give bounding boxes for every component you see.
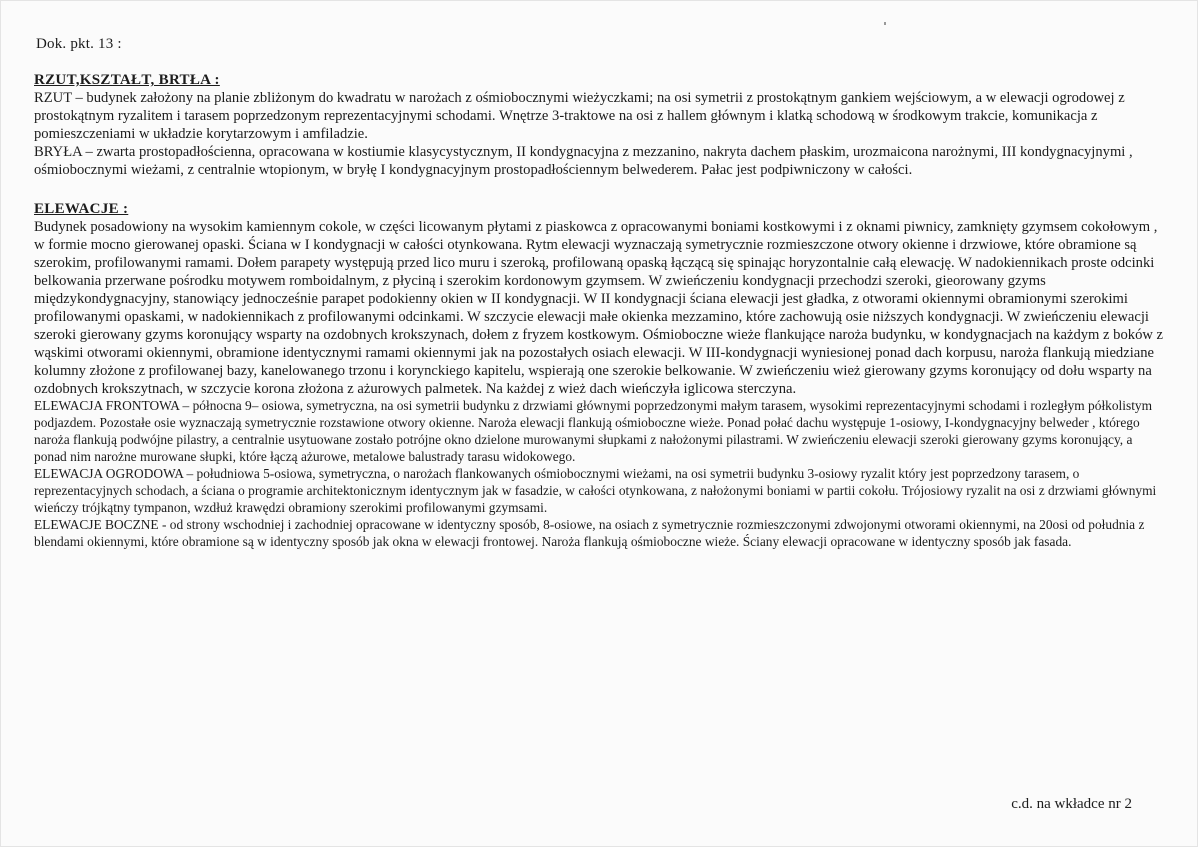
section-heading-rzut: RZUT,KSZTAŁT, BRTŁA : (34, 72, 220, 88)
paragraph-bryla: BRYŁA – zwarta prostopadłościenna, opracowana w kostiumie klasycystycznym, II kondygnacyjna z mezzanino, nakryta dachem płaskim, urozmaicona narożnymi, III kondygnacyjnymi , ośmiobocznymi wieżami, z centralnie wtopionym, w bryłę I kondygnacyjnym prostopadłościennym belwederem. Pałac jest podpiwniczony w całości. (34, 143, 1133, 178)
paragraph-elewacje-boczne: ELEWACJE BOCZNE - od strony wschodniej i zachodniej opracowane w identyczny sposób, 8-osiowe, na osiach z symetrycznie rozmieszczonymi zdwojonymi otworami okiennymi, na 20osi od południa z blendami okiennymi, które obramione są w identyczny sposób jak okna w elewacji frontowej. Naroża flankują ośmioboczne wieże. Ściany elewacji opracowane w identyczny sposób jak fasada. (34, 516, 1145, 549)
section-spacer (34, 179, 1164, 201)
paragraph-rzut: RZUT – budynek założony na planie zbliżonym do kwadratu w narożach z ośmiobocznymi wieżyczkami; na osi symetrii z prostokątnym gankiem wejściowym, a w elewacji ogrodowej z prostokątnym ryzalitem i tarasem poprzedzonym reprezentacyjnymi schodami. Wnętrze 3-traktowe na osi z hallem głównym i klatką schodową w środkowym trakcie, komunikacja z pomieszczeniami w układzie korytarzowym i amfiladzie. (34, 89, 1125, 142)
paragraph-elewacje-general: Budynek posadowiony na wysokim kamiennym cokole, w części licowanym płytami z piaskowca z opracowanymi boniami kostkowymi i z oknami piwnicy, zamknięty gzymsem cokołowym , w formie mocno gierowanej opaski. Ściana w I kondygnacji w całości otynkowana. Rytm elewacji wyznaczają symetrycznie rozmieszczone otwory okienne i drzwiowe, które obramione są szerokim, profilowanymi ramami. Dołem parapety występują przed lico muru i szeroką, profilowaną opaską łączącą się spinając horyzontalnie całą elewację. W nadokiennikach proste odcinki belkowania przerwane pośrodku motywem romboidalnym, z płyciną i szerokim kordonowym gzymsem. W zwieńczeniu kondygnacji przechodzi szeroki, gieorowany gzyms międzykondygnacyjny, stanowiący jednocześnie parapet podokienny okien w II kondygnacji. W II kondygnacji ściana elewacji jest gładka, z otworami okiennymi obramionymi szerokimi profilowanymi opaskami, w nadokiennikach z profilowanymi odcinkami. W szczycie elewacji małe okienka mezzamino, które zachowują osie niższych kondygnacji. W zwieńczeniu elewacji szeroki gierowany gzyms koronujący wsparty na ozdobnych krokszynach, dołem z fryzem kostkowym. Ośmioboczne wieże flankujące naroża budynku, w kondygnacjach na każdym z boków z wąskimi otworami okiennymi, obramione identycznymi ramami okiennymi jak na pozostałych osiach elewacji. W III-kondygnacji wyniesionej ponad dach korpusu, naroża flankują miedziane kolumny złożone z profilowanej bazy, kanelowanego trzonu i korynckiego kapitelu, wspierają one szerokie belkowanie. W zwieńczeniu wież gierowany gzyms koronujący od dołu wsparty na ozdobnych krokszytnach, w szczycie korona złożona z ażurowych palmetek. Na każdej z wież dach wieńczyła iglicowa sterczyna. (34, 219, 1164, 397)
scan-speck (884, 22, 886, 25)
continuation-note: c.d. na wkładce nr 2 (1011, 796, 1132, 812)
paragraph-elewacja-ogrodowa: ELEWACJA OGRODOWA – południowa 5-osiowa, symetryczna, o narożach flankowanych ośmiobocznymi wieżami, na osi symetrii budynku 3-osiowy ryzalit który jest poprzedzony tarasem, o reprezentacyjnych schodach, a ściana o programie architektonicznym identycznym jak w fasadzie, w całości otynkowana, z nałożonymi boniami w partii cokołu. Trójosiowy ryzalit na osi z drzwiami głównymi wieńczy trójkątny tympanon, wzdłuż krawędzi obramiony szerokimi profilowanymi gzymsami. (34, 466, 1157, 515)
paragraph-elewacja-frontowa: ELEWACJA FRONTOWA – północna 9– osiowa, symetryczna, na osi symetrii budynku z drzwiami głównymi poprzedzonymi małym tarasem, wysokimi reprezentacyjnymi schodami i rozległym półkolistym podjazdem. Pozostałe osie wyznaczają symetrycznie rozstawione otwory okienne. Naroża elewacji flankują ośmioboczne wieże. Ponad połać dachu występuje 1-osiowy, I-kondygnacyjny belweder , którego naroża flankują podwójne pilastry, a centralnie usytuowane zostało potrójne okno dzielone murowanymi słupkami z nałożonymi pilastrami. W zwieńczeniu elewacji szeroki gierowany gzyms koronujący, a ponad nim narożne murowane słupki, które łączą ażurowe, metalowe balustrady tarasu widokowego. (34, 398, 1153, 465)
section-heading-elewacje: ELEWACJE : (34, 201, 129, 218)
document-body (34, 72, 1164, 551)
document-reference: Dok. pkt. 13 : (36, 36, 122, 52)
